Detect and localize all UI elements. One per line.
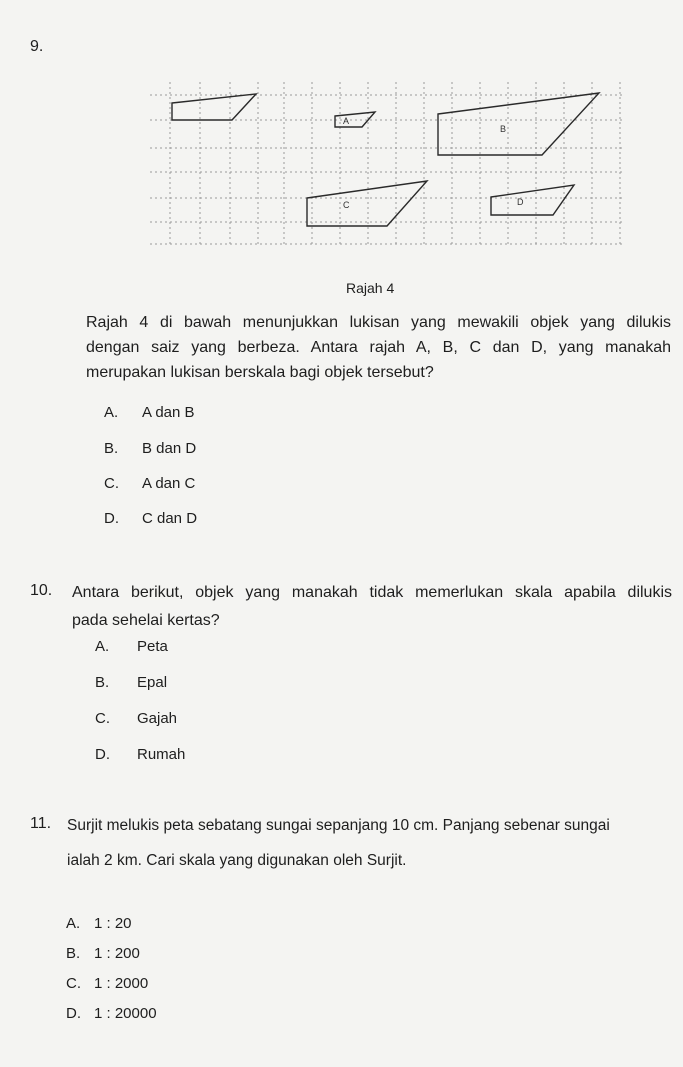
option-letter: C. — [95, 710, 110, 727]
shape-c-label: C — [343, 200, 350, 210]
option-text: 1 : 200 — [94, 945, 140, 962]
q11-option-a[interactable] — [66, 915, 132, 932]
rajah-4-figure — [0, 0, 683, 300]
q9-option-d[interactable] — [104, 510, 197, 527]
grid-lines — [150, 82, 625, 244]
option-text: 1 : 20000 — [94, 1005, 157, 1022]
q10-option-c[interactable] — [95, 710, 177, 727]
shape-c — [307, 181, 427, 226]
q10-option-d[interactable] — [95, 746, 185, 763]
question-10-line-1: Antara berikut, objek yang manakah tidak memerlukan skala apabila dilukis — [72, 584, 672, 601]
question-9-line-2: dengan saiz yang berbeza. Antara rajah A, B, C dan D, yang manakah — [86, 339, 671, 356]
option-text: Gajah — [137, 710, 178, 727]
q11-option-c[interactable] — [66, 975, 148, 992]
q9-option-a[interactable] — [104, 404, 195, 421]
option-letter: B. — [104, 440, 119, 457]
option-text: A dan C — [142, 475, 196, 492]
question-9-line-3: merupakan lukisan berskala bagi objek tersebut? — [86, 364, 434, 381]
shape-a-label: A — [343, 116, 350, 126]
option-letter: D. — [95, 746, 110, 763]
option-text: B dan D — [142, 440, 197, 457]
option-text: C dan D — [142, 510, 198, 527]
option-letter: A. — [104, 404, 119, 421]
shape-d — [491, 185, 574, 215]
option-letter: D. — [104, 510, 119, 527]
option-letter: B. — [66, 945, 81, 962]
option-text: Rumah — [137, 746, 186, 763]
question-11-line-2: ialah 2 km. Cari skala yang digunakan oleh Surjit. — [67, 852, 407, 869]
question-11-line-1: Surjit melukis peta sebatang sungai sepanjang 10 cm. Panjang sebenar sungai — [67, 817, 610, 834]
q11-option-b[interactable] — [66, 945, 140, 962]
question-11-text — [67, 813, 673, 873]
option-text: Peta — [137, 638, 168, 655]
option-text: A dan B — [142, 404, 195, 421]
shape-d-label: D — [517, 197, 524, 207]
option-letter: A. — [66, 915, 81, 932]
question-10-number: 10. — [30, 582, 53, 599]
option-letter: B. — [95, 674, 110, 691]
shape-unlabeled — [172, 94, 256, 120]
shape-b-label: B — [500, 124, 507, 134]
q10-option-a[interactable] — [95, 638, 168, 655]
question-10-line-2: pada sehelai kertas? — [72, 612, 220, 629]
option-text: 1 : 2000 — [94, 975, 149, 992]
question-9-line-1: Rajah 4 di bawah menunjukkan lukisan yang mewakili objek yang dilukis — [86, 314, 671, 331]
option-text: Epal — [137, 674, 168, 691]
option-text: 1 : 20 — [94, 915, 132, 932]
q9-option-b[interactable] — [104, 440, 196, 457]
option-letter: C. — [104, 475, 119, 492]
q10-option-b[interactable] — [95, 674, 167, 691]
question-9-text — [86, 310, 671, 385]
question-9-number: 9. — [30, 38, 44, 55]
question-11-number: 11. — [30, 815, 52, 832]
question-10-text — [72, 580, 672, 633]
option-letter: C. — [66, 975, 81, 992]
q9-option-c[interactable] — [104, 475, 195, 492]
q11-option-d[interactable] — [66, 1005, 157, 1022]
option-letter: A. — [95, 638, 110, 655]
option-letter: D. — [66, 1005, 81, 1022]
shape-b — [438, 93, 599, 155]
figure-caption: Rajah 4 — [346, 280, 395, 296]
